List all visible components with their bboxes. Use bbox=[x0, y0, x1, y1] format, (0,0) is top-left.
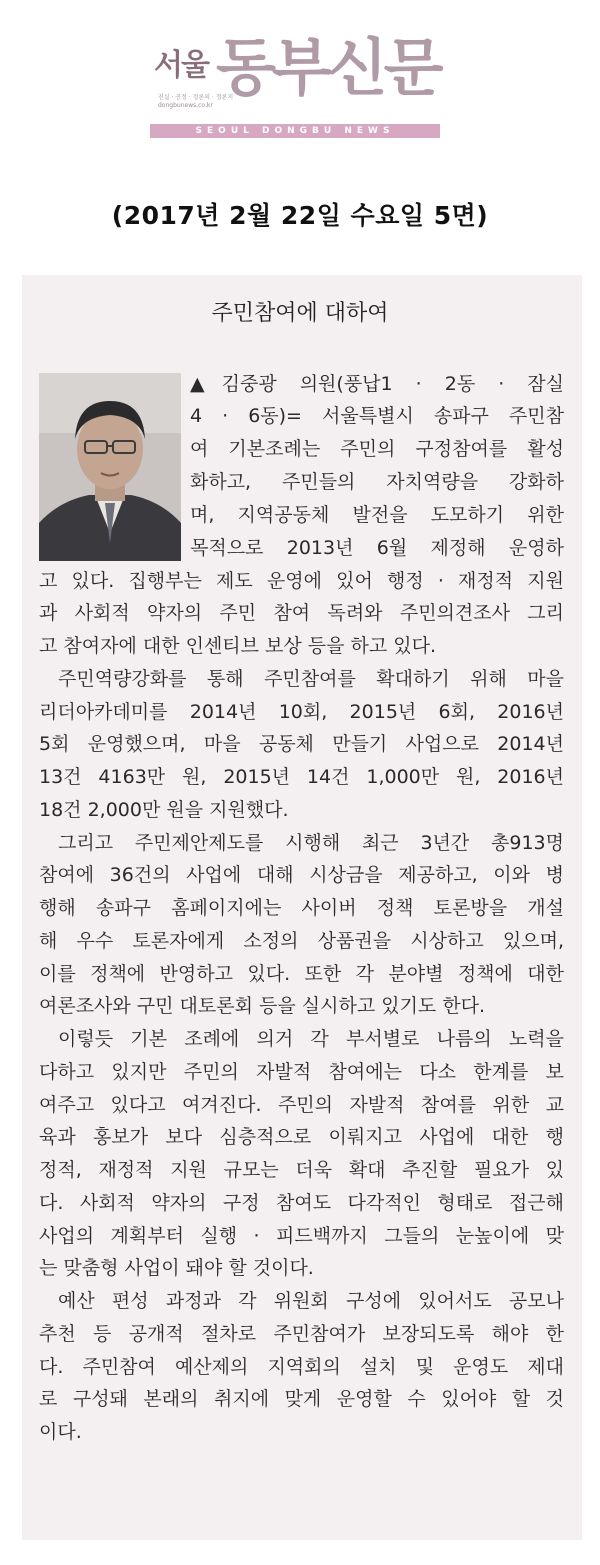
article-line: 과 사회적 약자의 주민 참여 독려와 주민의견조사 그리 bbox=[39, 602, 564, 624]
article-line: 고 참여자에 대한 인센티브 보상 등을 하고 있다. bbox=[39, 635, 437, 657]
author-photo bbox=[39, 373, 181, 561]
article-line: 다. 사회적 약자의 구정 참여도 다각적인 형태로 접근해 bbox=[39, 1192, 564, 1214]
article-line: 여론조사와 구민 대토론회 등을 실시하고 있기도 한다. bbox=[39, 995, 486, 1017]
masthead bbox=[150, 28, 440, 140]
article-line: 4 · 6동)= 서울특별시 송파구 주민참 bbox=[190, 405, 564, 427]
article-line: 고 있다. 집행부는 제도 운영에 있어 행정 · 재정적 지원 bbox=[39, 570, 564, 592]
article-line: 18건 2,000만 원을 지원했다. bbox=[39, 799, 289, 821]
portrait-image bbox=[39, 373, 181, 561]
article-line: 리더아카데미를 2014년 10회, 2015년 6회, 2016년 bbox=[39, 701, 564, 723]
article-line: 로 구성돼 본래의 취지에 맞게 운영할 수 있어야 할 것 bbox=[39, 1388, 564, 1410]
article-line: 사업의 계획부터 실행 · 피드백까지 그들의 눈높이에 맞 bbox=[39, 1225, 564, 1247]
article-line: 행해 송파구 홈페이지에는 사이버 정책 토론방을 개설 bbox=[39, 897, 564, 919]
masthead-seoul: 서울 bbox=[154, 48, 208, 83]
article-line: 는 맞춤형 사업이 돼야 할 것이다. bbox=[39, 1257, 314, 1279]
article-line: 정적, 재정적 지원 규모는 더욱 확대 추진할 필요가 있 bbox=[39, 1159, 564, 1181]
article-line: 13건 4163만 원, 2015년 14건 1,000만 원, 2016년 bbox=[39, 766, 564, 788]
article-line: 다하고 있지만 주민의 자발적 참여에는 다소 한계를 보 bbox=[39, 1061, 564, 1083]
article-line: 해 우수 토론자에게 소정의 상품권을 시상하고 있으며, bbox=[39, 930, 564, 952]
article-line: 이렇듯 기본 조례에 의거 각 부서별로 나름의 노력을 bbox=[58, 1028, 564, 1050]
article-line: 육과 홍보가 보다 심층적으로 이뤄지고 사업에 대한 행 bbox=[39, 1126, 564, 1148]
masthead-slogan: 진실 · 공정 · 정론의 · 정론지 bbox=[158, 94, 234, 101]
article-line: 며, 지역공동체 발전을 도모하기 위한 bbox=[190, 504, 564, 526]
article-line: 추천 등 공개적 절차로 주민참여가 보장되도록 해야 한 bbox=[39, 1323, 564, 1345]
article-line: 주민역량강화를 통해 주민참여를 확대하기 위해 마을 bbox=[58, 668, 564, 690]
masthead-band: SEOUL DONGBU NEWS bbox=[150, 124, 440, 138]
article-line: 목적으로 2013년 6월 제정해 운영하 bbox=[190, 537, 564, 559]
masthead-website: dongbunews.co.kr bbox=[158, 102, 213, 109]
article-line: 다. 주민참여 예산제의 지역회의 설치 및 운영도 제대 bbox=[39, 1356, 564, 1378]
article-line: ▲김중광 의원(풍납1 · 2동 · 잠실 bbox=[190, 373, 564, 395]
article-line: 참여에 36건의 사업에 대해 시상금을 제공하고, 이와 병 bbox=[39, 864, 564, 886]
article-line: 여 기본조례는 주민의 구정참여를 활성 bbox=[190, 438, 564, 460]
article-line: 예산 편성 과정과 각 위원회 구성에 있어서도 공모나 bbox=[58, 1290, 564, 1312]
publication-date: (2017년 2월 22일 수요일 5면) bbox=[111, 201, 489, 230]
article-line: 여주고 있다고 여겨진다. 주민의 자발적 참여를 위한 교 bbox=[39, 1094, 564, 1116]
article-line: 이를 정책에 반영하고 있다. 또한 각 분야별 정책에 대한 bbox=[39, 963, 564, 985]
article-headline: 주민참여에 대하여 bbox=[211, 301, 389, 326]
masthead-title: 동부신문 bbox=[216, 31, 440, 104]
article-line: 그리고 주민제안제도를 시행해 최근 3년간 총913명 bbox=[58, 832, 564, 854]
article-line: 화하고, 주민들의 자치역량을 강화하 bbox=[190, 471, 564, 493]
article-line: 5회 운영했으며, 마을 공동체 만들기 사업으로 2014년 bbox=[39, 733, 564, 755]
article-line: 이다. bbox=[39, 1421, 82, 1443]
